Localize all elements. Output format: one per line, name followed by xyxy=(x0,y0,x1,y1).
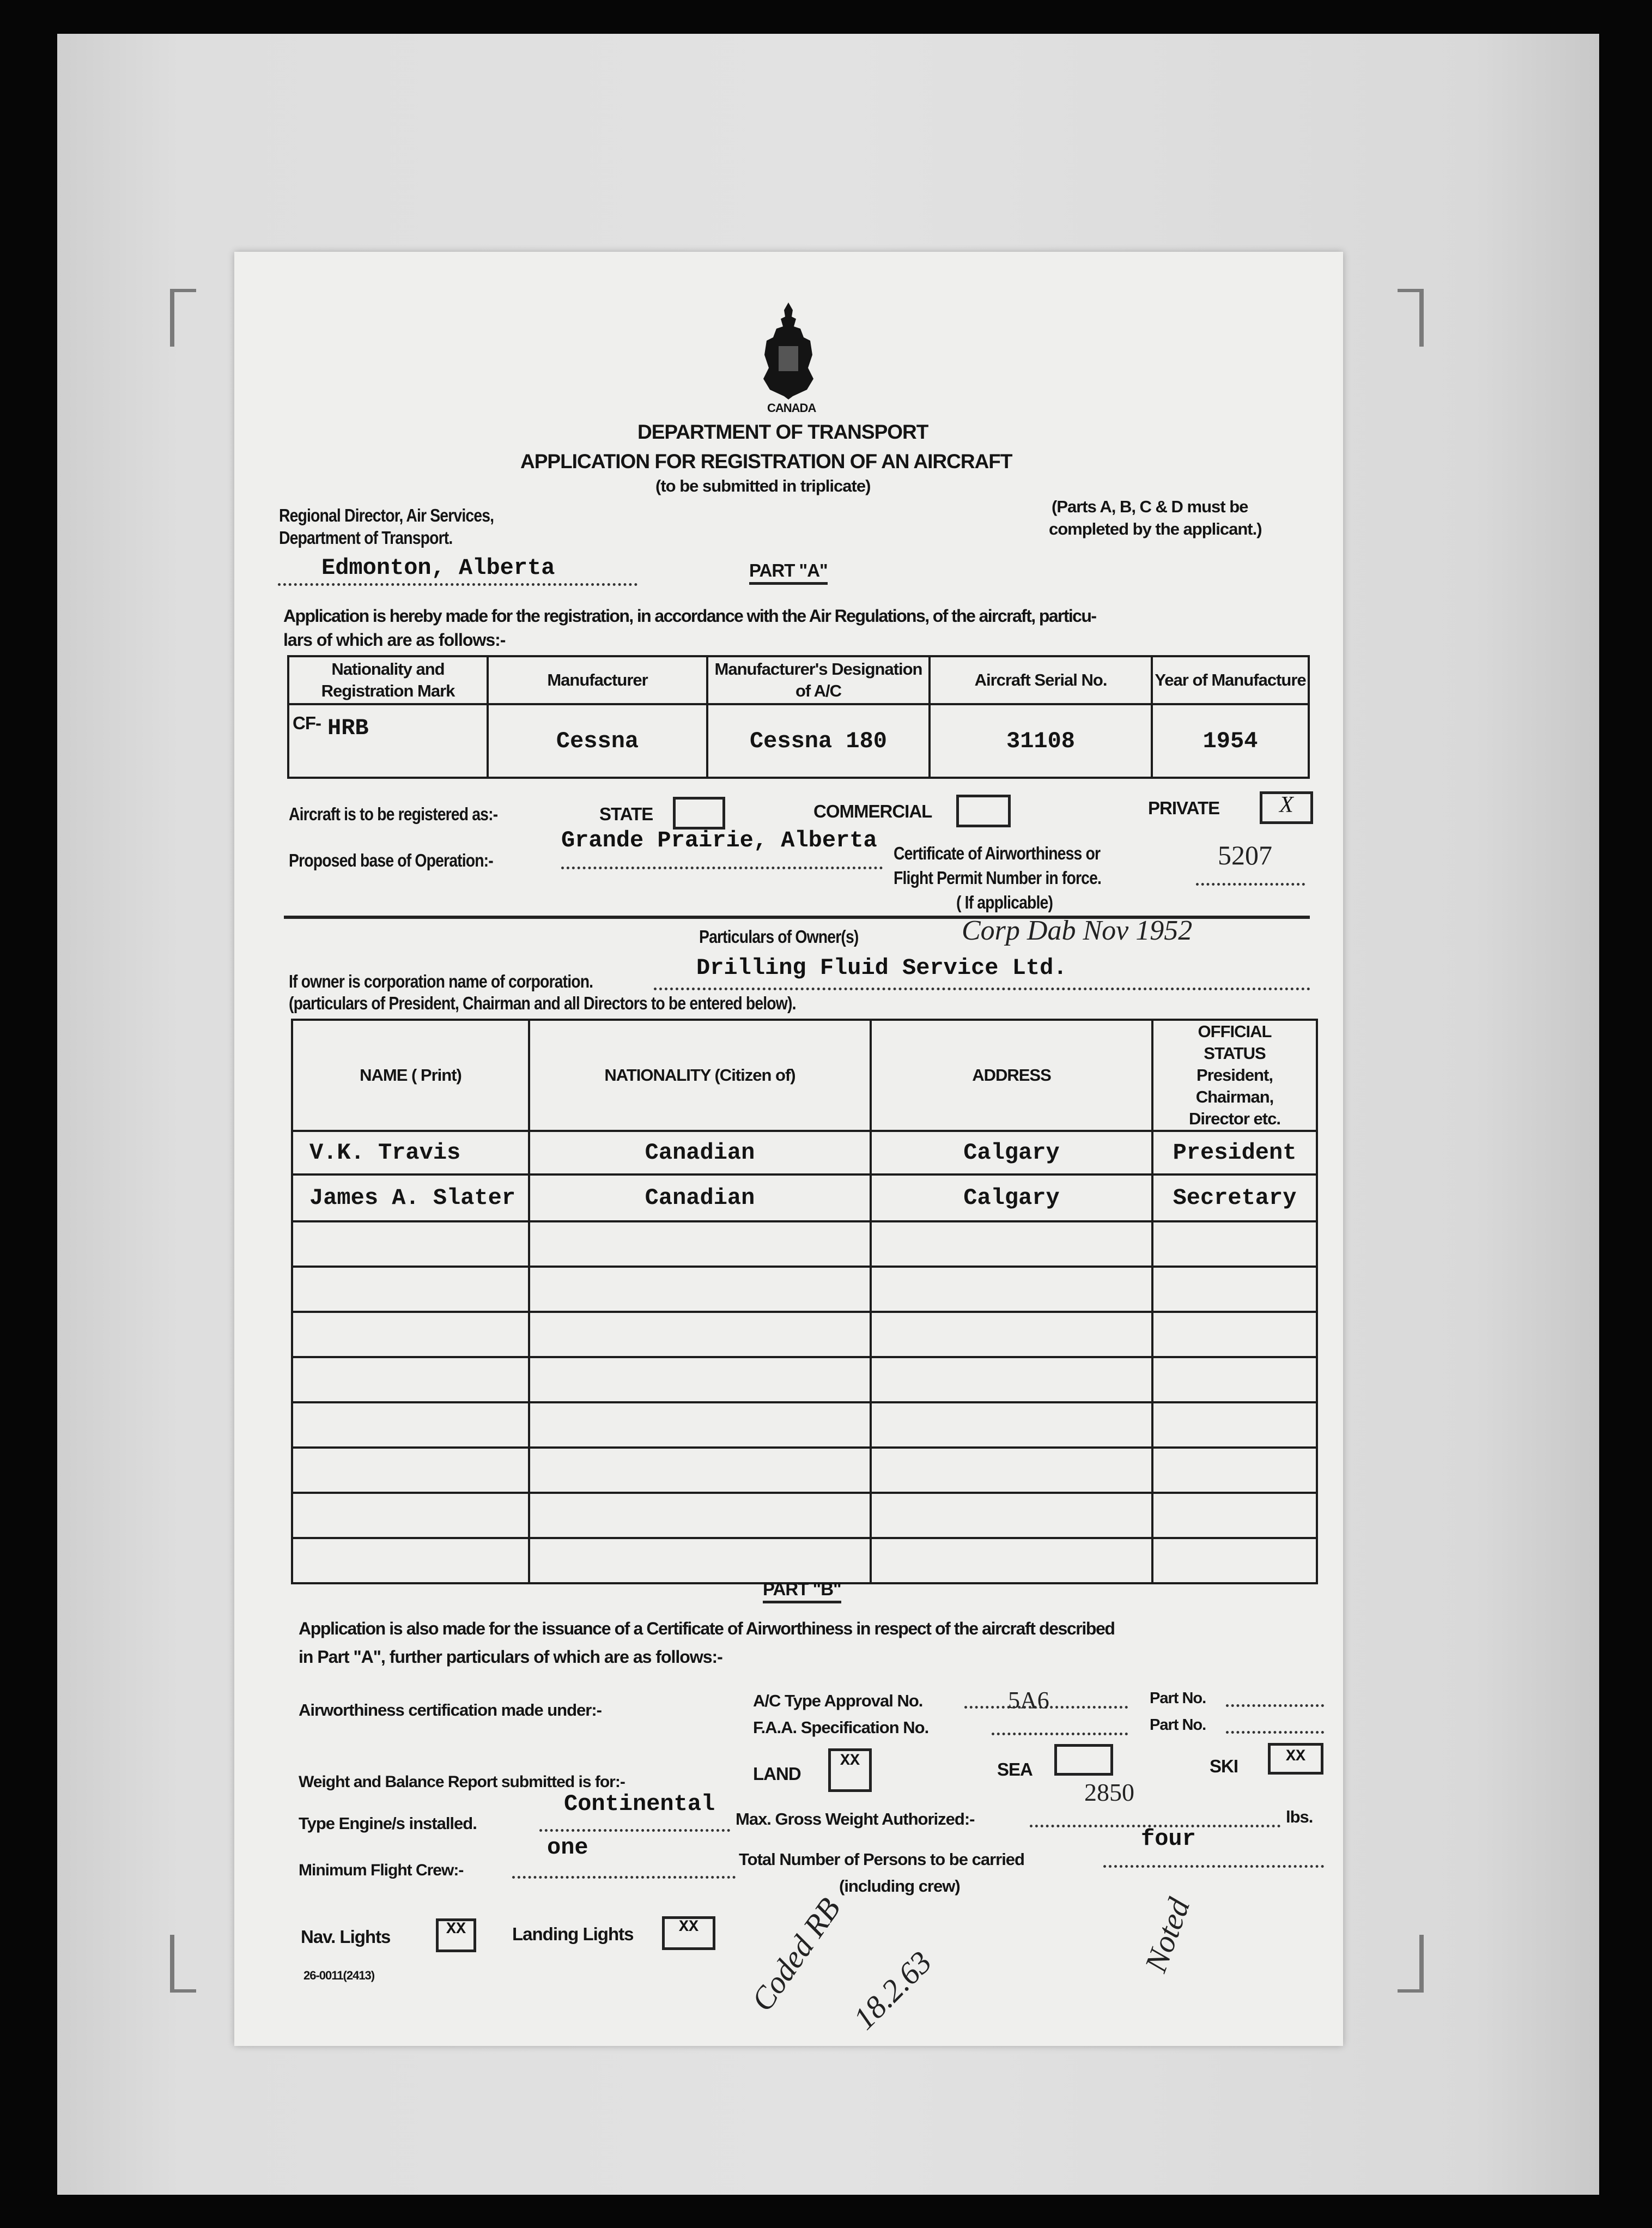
min-crew-label: Minimum Flight Crew:- xyxy=(299,1861,464,1879)
table-row xyxy=(292,1174,1317,1221)
empty-table-row xyxy=(292,1267,1317,1312)
empty-table-row xyxy=(292,1538,1317,1583)
header-serial-no: Aircraft Serial No. xyxy=(930,656,1152,704)
location-dotted-line xyxy=(278,583,637,586)
persons-dotted-line xyxy=(1103,1865,1324,1868)
canada-coat-of-arms-icon xyxy=(760,302,817,401)
corporation-dotted-line xyxy=(654,988,1310,990)
empty-cell xyxy=(1152,1538,1317,1583)
empty-table-row xyxy=(292,1448,1317,1493)
cert-label-line-2: Flight Permit Number in force. xyxy=(894,868,1102,888)
part-a-intro-line-1: Application is hereby made for the registration, in accordance with the Air Regulations, of the aircraft, particu- xyxy=(283,606,1096,626)
owner-handwritten-annotation: Corp Dab Nov 1952 xyxy=(962,915,1193,946)
land-label: LAND xyxy=(753,1764,801,1784)
form-subtitle: (to be submitted in triplicate) xyxy=(655,476,871,495)
empty-cell xyxy=(871,1493,1152,1538)
empty-cell xyxy=(292,1493,529,1538)
designation-cell: Cessna 180 xyxy=(707,704,930,778)
header-name: NAME ( Print) xyxy=(292,1020,529,1131)
empty-table-row xyxy=(292,1493,1317,1538)
corporation-name: Drilling Fluid Service Ltd. xyxy=(696,955,1067,981)
empty-cell xyxy=(292,1357,529,1402)
corporation-note: (particulars of President, Chairman and all Directors to be entered below). xyxy=(289,993,796,1013)
registration-mark-cell xyxy=(288,704,488,778)
empty-cell xyxy=(292,1221,529,1267)
empty-cell xyxy=(529,1493,871,1538)
owner-name: V.K. Travis xyxy=(292,1131,529,1174)
crest-label: CANADA xyxy=(767,401,816,415)
persons-value: four xyxy=(1141,1826,1196,1852)
part-no-label: Part No. xyxy=(1150,1690,1206,1707)
owner-nationality: Canadian xyxy=(529,1131,871,1174)
empty-cell xyxy=(871,1221,1152,1267)
landing-lights-checkbox[interactable]: XX xyxy=(662,1916,715,1950)
empty-cell xyxy=(1152,1493,1317,1538)
empty-cell xyxy=(1152,1312,1317,1357)
empty-cell xyxy=(871,1402,1152,1448)
empty-cell xyxy=(1152,1357,1317,1402)
empty-table-row xyxy=(292,1221,1317,1267)
base-of-operation-value: Grande Prairie, Alberta xyxy=(561,827,877,853)
owner-heading: Particulars of Owner(s) xyxy=(699,927,859,947)
empty-cell xyxy=(1152,1267,1317,1312)
commercial-label: COMMERCIAL xyxy=(813,801,932,821)
corporation-label: If owner is corporation name of corporation. xyxy=(289,971,593,991)
ski-label: SKI xyxy=(1210,1756,1238,1776)
state-label: STATE xyxy=(599,804,653,824)
engine-label: Type Engine/s installed. xyxy=(299,1814,477,1833)
nationality-prefix: CF- xyxy=(293,713,321,733)
empty-cell xyxy=(871,1357,1152,1402)
addressee-line-1: Regional Director, Air Services, xyxy=(279,505,494,525)
registered-as-label: Aircraft is to be registered as:- xyxy=(289,804,498,824)
empty-cell xyxy=(871,1448,1152,1493)
empty-cell xyxy=(871,1267,1152,1312)
land-checkbox[interactable]: XX xyxy=(828,1748,872,1792)
nav-lights-checkbox[interactable]: XX xyxy=(436,1918,476,1952)
base-dotted-line xyxy=(561,867,883,869)
noted-annotation: Noted xyxy=(1137,1893,1197,1977)
year-cell: 1954 xyxy=(1152,704,1309,778)
header-manufacturer: Manufacturer xyxy=(488,656,707,704)
registration-mark: HRB xyxy=(327,715,369,741)
owners-table xyxy=(291,1019,1318,1584)
header-official-status: OFFICIAL STATUS President, Chairman, Director etc. xyxy=(1152,1020,1317,1131)
owner-status: Secretary xyxy=(1152,1174,1317,1221)
addressee-line-2: Department of Transport. xyxy=(279,528,453,548)
manufacturer-cell: Cessna xyxy=(488,704,707,778)
faa-part-no-label: Part No. xyxy=(1150,1716,1206,1734)
crop-mark-bottom-left xyxy=(170,1935,196,1993)
part-b-heading: PART "B" xyxy=(763,1579,841,1603)
empty-cell xyxy=(1152,1221,1317,1267)
empty-cell xyxy=(529,1448,871,1493)
empty-cell xyxy=(529,1357,871,1402)
empty-cell xyxy=(529,1538,871,1583)
private-checkbox[interactable]: X xyxy=(1260,791,1313,824)
min-crew-dotted-line xyxy=(512,1876,736,1879)
table-row xyxy=(292,1131,1317,1174)
weight-balance-label: Weight and Balance Report submitted is for:- xyxy=(299,1773,625,1791)
empty-cell xyxy=(292,1402,529,1448)
nav-lights-label: Nav. Lights xyxy=(301,1927,391,1947)
cert-dotted-line xyxy=(1196,883,1305,886)
regional-office-location: Edmonton, Alberta xyxy=(321,555,555,581)
owner-address: Calgary xyxy=(871,1131,1152,1174)
owner-name: James A. Slater xyxy=(292,1174,529,1221)
sea-label: SEA xyxy=(997,1759,1032,1779)
commercial-checkbox[interactable] xyxy=(956,795,1011,827)
type-approval-label: A/C Type Approval No. xyxy=(753,1691,923,1710)
ski-checkbox[interactable]: XX xyxy=(1268,1743,1323,1775)
crop-mark-bottom-right xyxy=(1398,1935,1424,1993)
part-b-intro-line-2: in Part "A", further particulars of which are as follows:- xyxy=(299,1647,722,1667)
header-address: ADDRESS xyxy=(871,1020,1152,1131)
owner-address: Calgary xyxy=(871,1174,1152,1221)
part-b-intro-line-1: Application is also made for the issuance of a Certificate of Airworthiness in respect of the aircraft described xyxy=(299,1619,1115,1638)
persons-label: Total Number of Persons to be carried xyxy=(739,1850,1024,1869)
header-year: Year of Manufacture xyxy=(1152,656,1309,704)
department-heading: DEPARTMENT OF TRANSPORT xyxy=(637,421,928,443)
lbs-label: lbs. xyxy=(1286,1807,1313,1826)
base-of-operation-label: Proposed base of Operation:- xyxy=(289,850,493,870)
empty-cell xyxy=(292,1448,529,1493)
owner-nationality: Canadian xyxy=(529,1174,871,1221)
empty-cell xyxy=(1152,1402,1317,1448)
crop-mark-top-right xyxy=(1398,289,1424,347)
header-designation: Manufacturer's Designation of A/C xyxy=(707,656,930,704)
empty-cell xyxy=(529,1267,871,1312)
state-checkbox[interactable] xyxy=(673,797,725,830)
type-approval-value: 5A6 xyxy=(1008,1687,1049,1714)
coded-date: 18.2.63 xyxy=(846,1944,939,2037)
serial-no-cell: 31108 xyxy=(930,704,1152,778)
empty-table-row xyxy=(292,1312,1317,1357)
faa-part-no-dotted-line xyxy=(1226,1731,1324,1734)
empty-cell xyxy=(529,1402,871,1448)
faa-spec-label: F.A.A. Specification No. xyxy=(753,1718,929,1737)
header-nationality: NATIONALITY (Citizen of) xyxy=(529,1020,871,1131)
part-no-dotted-line xyxy=(1226,1704,1324,1707)
empty-cell xyxy=(292,1538,529,1583)
form-title: APPLICATION FOR REGISTRATION OF AN AIRCRAFT xyxy=(520,450,1012,473)
empty-cell xyxy=(529,1221,871,1267)
empty-table-row xyxy=(292,1402,1317,1448)
cert-made-under-label: Airworthiness certification made under:- xyxy=(299,1700,602,1720)
empty-cell xyxy=(292,1312,529,1357)
engine-dotted-line xyxy=(539,1829,730,1832)
empty-cell xyxy=(871,1538,1152,1583)
completion-note-line-1: (Parts A, B, C & D must be xyxy=(1052,497,1248,516)
landing-lights-label: Landing Lights xyxy=(512,1924,634,1944)
engine-value: Continental xyxy=(564,1791,715,1817)
sea-checkbox[interactable] xyxy=(1054,1744,1113,1776)
aircraft-particulars-table xyxy=(287,655,1310,779)
max-gross-value: 2850 xyxy=(1084,1778,1134,1806)
private-label: PRIVATE xyxy=(1148,798,1220,818)
part-a-heading: PART "A" xyxy=(749,560,828,585)
empty-cell xyxy=(529,1312,871,1357)
empty-cell xyxy=(1152,1448,1317,1493)
min-crew-value: one xyxy=(547,1835,588,1861)
max-gross-label: Max. Gross Weight Authorized:- xyxy=(736,1809,975,1829)
owner-status: President xyxy=(1152,1131,1317,1174)
completion-note-line-2: completed by the applicant.) xyxy=(1049,519,1262,538)
part-a-intro-line-2: lars of which are as follows:- xyxy=(283,630,506,650)
cert-number-value: 5207 xyxy=(1218,840,1272,870)
cert-label-line-1: Certificate of Airworthiness or xyxy=(894,843,1101,863)
cert-label-line-3: ( If applicable) xyxy=(956,892,1053,912)
form-number: 26-0011(2413) xyxy=(303,1969,375,1982)
empty-table-row xyxy=(292,1357,1317,1402)
empty-cell xyxy=(871,1312,1152,1357)
crop-mark-top-left xyxy=(170,289,196,347)
empty-cell xyxy=(292,1267,529,1312)
coded-annotation: Coded RB xyxy=(744,1891,848,2018)
including-crew-label: (including crew) xyxy=(839,1876,960,1896)
header-registration-mark: Nationality and Registration Mark xyxy=(288,656,488,704)
faa-spec-dotted-line xyxy=(992,1733,1128,1735)
